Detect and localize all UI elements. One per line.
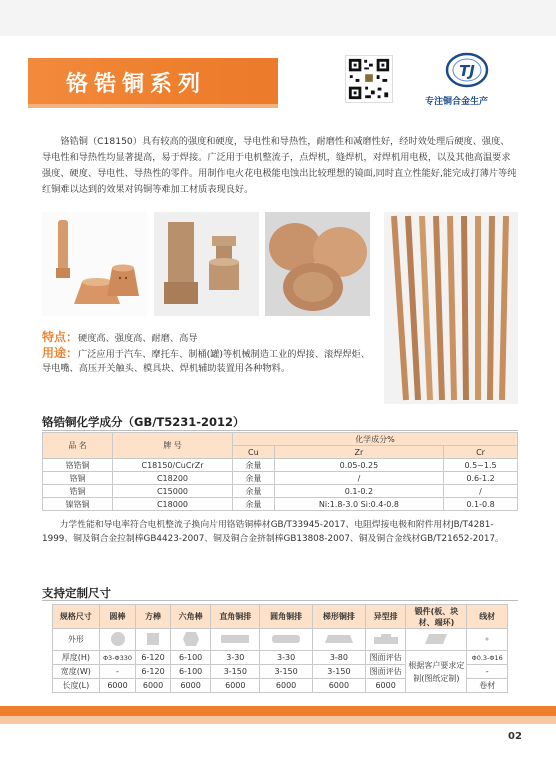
header-grade: 牌 号	[113, 433, 233, 459]
cell: 3-30	[211, 651, 260, 665]
profile-busbar-icon	[365, 629, 406, 651]
cell: Φ0.3-Φ16	[467, 651, 508, 665]
square-bar-icon	[136, 629, 171, 651]
cell: 6000	[211, 679, 260, 693]
section-divider	[42, 430, 518, 431]
title-underline	[28, 104, 278, 108]
table-row	[43, 472, 518, 485]
page-number: 02	[508, 731, 522, 742]
cell: 0.05-0.25	[274, 459, 443, 472]
cell: 3-80	[313, 651, 366, 665]
svg-text:TJ: TJ	[459, 62, 475, 80]
header-zr: Zr	[274, 446, 443, 459]
table-row	[53, 651, 508, 665]
table-header-row	[43, 433, 518, 446]
product-photo-electrode-caps	[42, 212, 147, 316]
header-cell: 直角铜排	[211, 605, 260, 629]
cell: 3-150	[211, 665, 260, 679]
top-band	[0, 0, 556, 36]
round-corner-busbar-icon	[260, 629, 313, 651]
product-photo-machined-parts	[154, 212, 259, 316]
cell: C18150/CuCrZr	[113, 459, 233, 472]
qr-code-icon	[345, 55, 393, 103]
usage-text: 广泛应用于汽车、摩托车、制桶(罐)等机械制造工业的焊接、滚焊焊炬、导电嘴、高压开关触头、模具块、焊机辅助装置用各种物料。	[42, 349, 370, 374]
title-bar	[28, 58, 278, 104]
header-cu: Cu	[233, 446, 275, 459]
cell: 3-150	[313, 665, 366, 679]
footer-band-light	[0, 716, 556, 724]
cell: 6000	[170, 679, 211, 693]
trapezoid-busbar-icon	[313, 629, 366, 651]
cell: 6000	[136, 679, 171, 693]
cell: 铬铜	[43, 472, 113, 485]
usage-line	[42, 346, 377, 376]
cell: 余量	[233, 459, 275, 472]
header-cell: 梯形铜排	[313, 605, 366, 629]
cell: 6000	[313, 679, 366, 693]
cell: 0.1-0.8	[444, 498, 518, 511]
section-divider	[42, 600, 518, 601]
header-name: 品 名	[43, 433, 113, 459]
usage-tag: 用途：	[42, 346, 79, 360]
table-row	[43, 485, 518, 498]
cell: -	[99, 665, 136, 679]
cell: 6-100	[170, 665, 211, 679]
company-logo-icon	[445, 52, 489, 88]
cell: C15000	[113, 485, 233, 498]
row-label: 宽度(W)	[53, 665, 100, 679]
cell: 余量	[233, 472, 275, 485]
shape-row	[53, 629, 508, 651]
intro-paragraph: 铬锆铜（C18150）具有较高的强度和硬度，导电性和导热性，耐磨性和减磨性好，经时效处理后硬度、强度、导电性和导热性均显著提高，易于焊接。广泛用于电机整流子，点焊机，缝焊机，对焊机用电极，以及其他高温要求强度、硬度、导电性、导热性的零件。用制作电火花电极能电蚀出比较理想的镜面,同时直立性能好,能完成打薄片等纯红铜难以达到的效果对钨铜等难加工材质表现良好。	[42, 136, 517, 195]
hexagon-bar-icon	[170, 629, 211, 651]
cell: 6000	[260, 679, 313, 693]
product-photo-copper-discs	[265, 212, 370, 316]
chem-table	[42, 432, 518, 511]
cell: 图面评估	[365, 665, 406, 679]
header-cell: 六角棒	[170, 605, 211, 629]
logo-caption: 专注铜合金生产	[425, 97, 489, 107]
footer-band	[0, 706, 556, 716]
cell: C18000	[113, 498, 233, 511]
custom-sizes-table	[52, 604, 508, 693]
cell: 根据客户要求定制(图纸定制)	[406, 651, 467, 693]
cell: C18200	[113, 472, 233, 485]
chem-section-title: 铬锆铜化学成分（GB/T5231-2012）	[42, 415, 245, 429]
cell: 图面评估	[365, 651, 406, 665]
cell: Ni:1.8-3.0 Si:0.4-0.8	[274, 498, 443, 511]
cell: 铬锆铜	[43, 459, 113, 472]
cell: 镍铬铜	[43, 498, 113, 511]
header-cell: 线材	[467, 605, 508, 629]
cell: /	[444, 485, 518, 498]
cell: 6-100	[170, 651, 211, 665]
cell: 0.6-1.2	[444, 472, 518, 485]
cell: 3-30	[260, 651, 313, 665]
cell: 余量	[233, 485, 275, 498]
custom-section-title: 支持定制尺寸	[42, 586, 111, 600]
cell: 0.5~1.5	[444, 459, 518, 472]
cell: 卷材	[467, 679, 508, 693]
product-photo-copper-rods	[384, 212, 518, 404]
header-cell: 异型排	[365, 605, 406, 629]
round-bar-icon	[99, 629, 136, 651]
row-label: 长度(L)	[53, 679, 100, 693]
feature-line	[42, 330, 377, 346]
forging-icon	[406, 629, 467, 651]
row-label: 厚度(H)	[53, 651, 100, 665]
header-cell: 圆棒	[99, 605, 136, 629]
table-header-row	[53, 605, 508, 629]
feature-tag: 特点：	[42, 330, 79, 344]
cell: Φ3-Φ330	[99, 651, 136, 665]
table-row	[43, 459, 518, 472]
page-title: 铬锆铜系列	[66, 72, 207, 97]
cell: 3-150	[260, 665, 313, 679]
rect-busbar-icon	[211, 629, 260, 651]
header-cr: Cr	[444, 446, 518, 459]
header-composition: 化学成分%	[233, 433, 518, 446]
cell: /	[274, 472, 443, 485]
header-cell: 圆角铜排	[260, 605, 313, 629]
cell: 6000	[99, 679, 136, 693]
standards-footnote: 力学性能和导电率符合电机整流子换向片用铬锆铜棒材GB/T33945-2017、电阻焊接电极和附件用材JB/T4281-1999、铜及铜合金拉制棒GB4423-2007、铜及铜合金挤制棒GB13808-2007、铜及铜合金线材GB/T21652-2017。	[42, 520, 504, 544]
table-row	[43, 498, 518, 511]
wire-icon	[467, 629, 508, 651]
shape-label: 外形	[53, 629, 100, 651]
header-cell: 锻件(板、块材、端环)	[406, 605, 467, 629]
header-cell: 方棒	[136, 605, 171, 629]
cell: 0.1-0.2	[274, 485, 443, 498]
cell: 6-120	[136, 651, 171, 665]
header-cell: 规格尺寸	[53, 605, 100, 629]
cell: 锆铜	[43, 485, 113, 498]
feature-text: 硬度高、强度高、耐磨、高导	[78, 333, 198, 344]
cell: 余量	[233, 498, 275, 511]
cell: 6-120	[136, 665, 171, 679]
cell: 6000	[365, 679, 406, 693]
cell: -	[467, 665, 508, 679]
